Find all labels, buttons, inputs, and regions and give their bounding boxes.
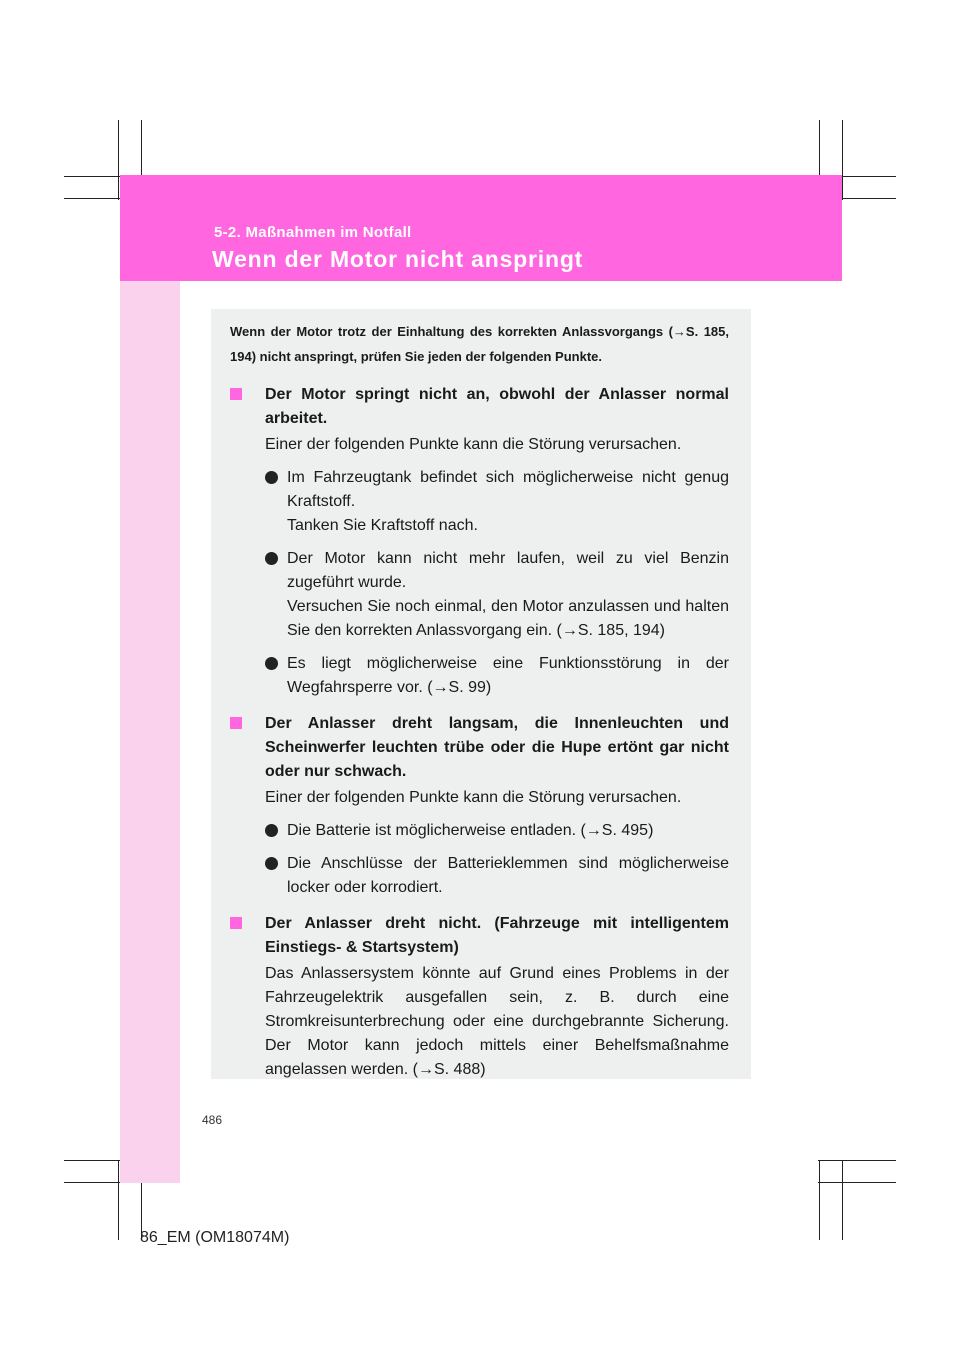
list-item-text: Im Fahrzeugtank befindet sich möglicherweise nicht genug Kraftstoff. <box>287 469 729 510</box>
page-header <box>120 175 842 281</box>
list-item-subtext: Tanken Sie Kraftstoff nach. <box>287 517 478 534</box>
list-item <box>265 466 729 538</box>
list-item <box>265 852 729 900</box>
page-sidebar <box>120 281 180 1183</box>
section-engine-no-start <box>230 383 729 700</box>
section-starter-no-turn <box>230 912 729 1082</box>
page-title: Wenn der Motor nicht anspringt <box>212 246 584 272</box>
bullet-dot-icon <box>265 857 278 870</box>
section-heading: Der Anlasser dreht langsam, die Innenleuchten und Scheinwerfer leuchten trübe oder die Hupe ertönt gar nicht oder nur schwach. <box>265 715 729 780</box>
bullet-dot-icon <box>265 552 278 565</box>
crop-mark <box>819 1160 820 1240</box>
content-box <box>211 309 751 1079</box>
page-number: 486 <box>202 1113 223 1127</box>
list-item-text: Es liegt möglicherweise eine Funktionsstörung in der Wegfahrsperre vor. (→S. 99) <box>287 655 729 696</box>
section-label: 5-2. Maßnahmen im Notfall <box>214 224 412 241</box>
section-heading: Der Motor springt nicht an, obwohl der Anlasser normal arbeitet. <box>265 386 729 427</box>
section-text: Einer der folgenden Punkte kann die Störung verursachen. <box>265 436 682 453</box>
square-bullet-icon <box>230 388 242 400</box>
section-text: Einer der folgenden Punkte kann die Störung verursachen. <box>265 789 682 806</box>
section-starter-slow <box>230 712 729 900</box>
square-bullet-icon <box>230 917 242 929</box>
crop-mark <box>118 120 119 200</box>
list-item-subtext: Versuchen Sie noch einmal, den Motor anzulassen und halten Sie den korrekten Anlassvorgang ein. (→S. 185, 194) <box>287 598 729 639</box>
footer-code: 86_EM (OM18074M) <box>140 1229 290 1246</box>
section-text: Das Anlassersystem könnte auf Grund eines Problems in der Fahrzeugelektrik ausgefallen sein, z. B. durch eine Stromkreisunterbrechung oder eine durchgebrannte Sicherung. Der Motor kann jedoch mittels einer Behelfsmaßnahme angelassen werden. (→S. 488) <box>265 965 729 1078</box>
list-item-text: Die Anschlüsse der Batterieklemmen sind möglicherweise locker oder korrodiert. <box>287 855 729 896</box>
list-item <box>265 819 729 843</box>
crop-mark <box>842 120 843 200</box>
bullet-dot-icon <box>265 471 278 484</box>
list-item-text: Der Motor kann nicht mehr laufen, weil zu viel Benzin zugeführt wurde. <box>287 550 729 591</box>
intro-text: Wenn der Motor trotz der Einhaltung des korrekten Anlassvorgangs (→S. 185, 194) nicht anspringt, prüfen Sie jeden der folgenden Punkte. <box>230 324 729 364</box>
list-item <box>265 547 729 643</box>
crop-mark <box>818 1182 896 1183</box>
section-heading: Der Anlasser dreht nicht. (Fahrzeuge mit intelligentem Einstiegs- & Startsystem) <box>265 915 729 956</box>
square-bullet-icon <box>230 717 242 729</box>
list-item <box>265 652 729 700</box>
bullet-dot-icon <box>265 824 278 837</box>
crop-mark <box>818 1160 896 1161</box>
list-item-text: Die Batterie ist möglicherweise entladen. (→S. 495) <box>287 822 654 839</box>
bullet-dot-icon <box>265 657 278 670</box>
crop-mark <box>842 1160 843 1240</box>
crop-mark <box>118 1160 119 1240</box>
